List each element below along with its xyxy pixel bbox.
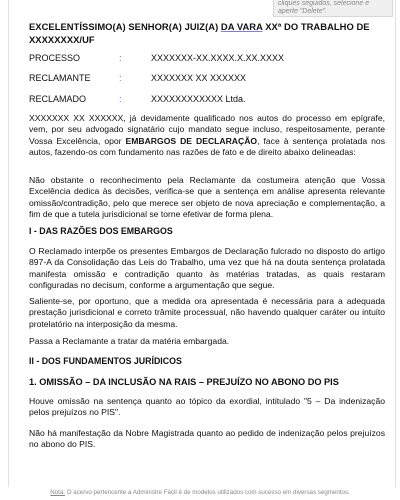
field-reclamante-label: RECLAMANTE (29, 73, 91, 83)
heading-part-2: DA VARA (220, 21, 263, 32)
intro-text-b: , face à sentença prolatada nos autos, fazendo-os com fundamento nas razões de fato e de direito abaixo delineadas: (29, 135, 385, 158)
field-processo-label: PROCESSO (29, 53, 81, 63)
field-processo-colon: : (119, 53, 122, 63)
section-3-title: 1. OMISSÃO – DA INCLUSÃO NA RAIS – PREJUÍZO NO ABONO DO PIS (29, 377, 339, 387)
paragraph-4: Saliente-se, por oportuno, que a medida ora apresentada é necessária para a adequada prestação jurisdicional e correto trâmite processual, não havendo qualquer caráter ou intuito protelatório na interposição da mesma. (29, 296, 385, 329)
heading-part-3: XXª DO TRABALHO DE XXXXXXXX/UF (29, 21, 370, 45)
intro-text-a: XXXXXXX XX XXXXXX, já devidamente qualificado nos autos do processo em epígrafe, vem, por seu advogado signatário cujo mandato segue incluso, respeitosamente, perante Vossa Excelência, opor (29, 113, 385, 146)
field-reclamante-value: XXXXXXX XX XXXXXX (151, 73, 247, 83)
paragraph-3: O Reclamado interpõe os presentes Embargos de Declaração fulcrado no disposto do artigo 897-A da Consolidação das Leis do Trabalho, uma vez que há na douta sentença prolatada manifesta omissão e contradição quanto às matérias tratadas, as quais restaram configuradas no decisum, conforme a argumentação que segue. (29, 246, 385, 291)
field-reclamado-value: XXXXXXXXXXXX Ltda. (151, 94, 246, 104)
tooltip-line-2: aperte "Delete". (278, 7, 327, 15)
paragraph-2: Não obstante o reconhecimento pela Reclamante da costumeira atenção que Vossa Excelência dedica às decisões, verifica-se que a sentença em análise apresenta relevante omissão/contradição, pelo que merece ser objeto de nova apreciação e complementação, a fim de que a tutela jurisdicional se torne efetivar de forma plena. (29, 175, 385, 220)
delete-hint-tooltip (273, 0, 393, 17)
heading-part-1: EXCELENTÍSSIMO(A) SENHOR(A) JUIZ(A) (29, 21, 221, 32)
section-2-title: II - DOS FUNDAMENTOS JURÍDICOS (29, 356, 182, 366)
section-1-title: I - DAS RAZÕES DOS EMBARGOS (29, 226, 173, 236)
paragraph-6: Houve omissão na sentença quanto ao tópico da exordial, intitulado "5 – Da indenização pelos prejuízos no PIS". (29, 396, 385, 418)
tooltip-line-1: cliques seguidos, selecione e (278, 0, 370, 7)
paragraph-5: Passa a Reclamante a tratar da matéria embargada. (29, 336, 230, 346)
footer-note (0, 488, 400, 498)
document-page (8, 0, 396, 487)
paragraph-7: Não há manifestação da Nobre Magistrada quanto ao pedido de indenização pelos prejuízos no abono do PIS. (29, 428, 385, 450)
field-reclamante-colon: : (119, 73, 122, 83)
field-reclamado-colon: : (119, 94, 122, 104)
footer-text: O acervo pertencente a Administre Fácil é de modelos utilizados com sucesso em diversas segmentos. (65, 489, 350, 496)
intro-bold-text: EMBARGOS DE DECLARAÇÃO (125, 135, 258, 146)
field-processo-value: XXXXXXX-XX.XXXX.X.XX.XXXX (151, 53, 285, 63)
footer-label: Nota: (50, 489, 66, 496)
field-reclamado-label: RECLAMADO (29, 94, 87, 104)
intro-paragraph (29, 113, 385, 159)
document-heading (29, 20, 387, 46)
